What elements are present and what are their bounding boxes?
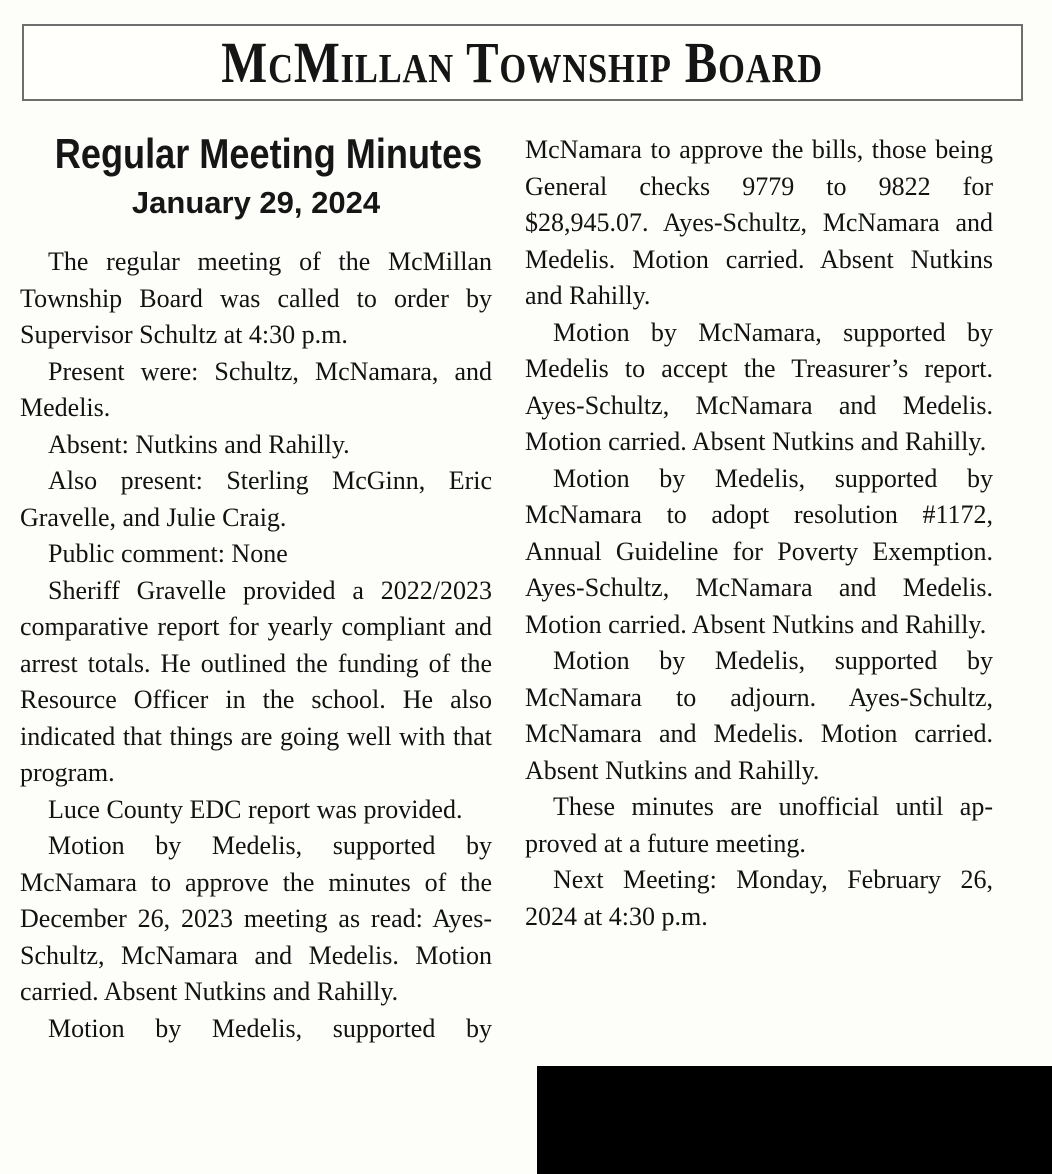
article-paragraph: Absent: Nutkins and Rahilly.	[48, 429, 350, 459]
article-heading	[20, 132, 492, 176]
article-paragraph: The regular meeting of the McMillan Township Board was called to order by Supervisor Schultz at 4:30 p.m.	[20, 247, 492, 349]
article-paragraph: Luce County EDC report was provided.	[48, 794, 463, 824]
article-body	[20, 132, 997, 1047]
left-paragraphs	[20, 244, 492, 1047]
redaction-block	[537, 1066, 1052, 1174]
article-paragraph: Motion by Medelis, supported by McNamara to adopt resolution #1172, Annual Guideline for Poverty Exemption. Ayes-Schultz, McNamara and Medelis. Motion carried. Absent Nutkins and Rahilly.	[525, 463, 993, 639]
article-paragraph: Sheriff Gravelle provided a 2022/2023 comparative report for yearly compliant and arrest totals. He outlined the funding of the Resource Officer in the school. He also indicated that things are going well with that program.	[20, 575, 492, 787]
article-paragraph: Motion by Medelis, supported by McNamara to approve the minutes of the December 26, 2023 meeting as read: Ayes-Schultz, McNamara and Medelis. Motion carried. Absent Nutkins and Rahilly.	[20, 831, 492, 1006]
article-paragraph: Next Meeting: Monday, February 26, 2024 at 4:30 p.m.	[525, 865, 993, 931]
article-paragraph: Also present: Sterling McGinn, Eric Gravelle, and Julie Craig.	[20, 466, 492, 532]
article-heading-text: Regular Meeting Minutes	[54, 130, 483, 177]
masthead	[22, 24, 1023, 101]
article-date: January 29, 2024	[131, 185, 381, 220]
article-paragraph: Present were: Schultz, McNamara, and Medelis.	[20, 356, 492, 422]
right-paragraphs	[525, 132, 993, 935]
masthead-title	[164, 29, 880, 95]
article-paragraph: Motion by Medelis, supported by McNamara to adjourn. Ayes-Schultz, McNamara and Medelis. Motion carried. Absent Nutkins and Rahilly.	[525, 646, 993, 785]
article-paragraph: Motion by Medelis, supported by	[48, 1013, 492, 1043]
column-left	[20, 132, 492, 1047]
column-right	[525, 132, 993, 1047]
article-paragraph: These minutes are unofficial until approved at a future meeting.	[525, 792, 993, 858]
article-paragraph: Motion by McNamara, supported by Medelis to accept the Treasurer’s report. Ayes-Schultz, McNamara and Medelis. Motion carried. Absent Nutkins and Rahilly.	[525, 317, 993, 456]
masthead-title-text: McMillan Township Board	[221, 29, 824, 95]
article-paragraph: McNamara to approve the bills, those being General checks 9779 to 9822 for $28,945.07. Ayes-Schultz, McNamara and Medelis. Motion carried. Absent Nutkins and Rahilly.	[525, 135, 993, 310]
article-paragraph: Public comment: None	[48, 539, 288, 568]
